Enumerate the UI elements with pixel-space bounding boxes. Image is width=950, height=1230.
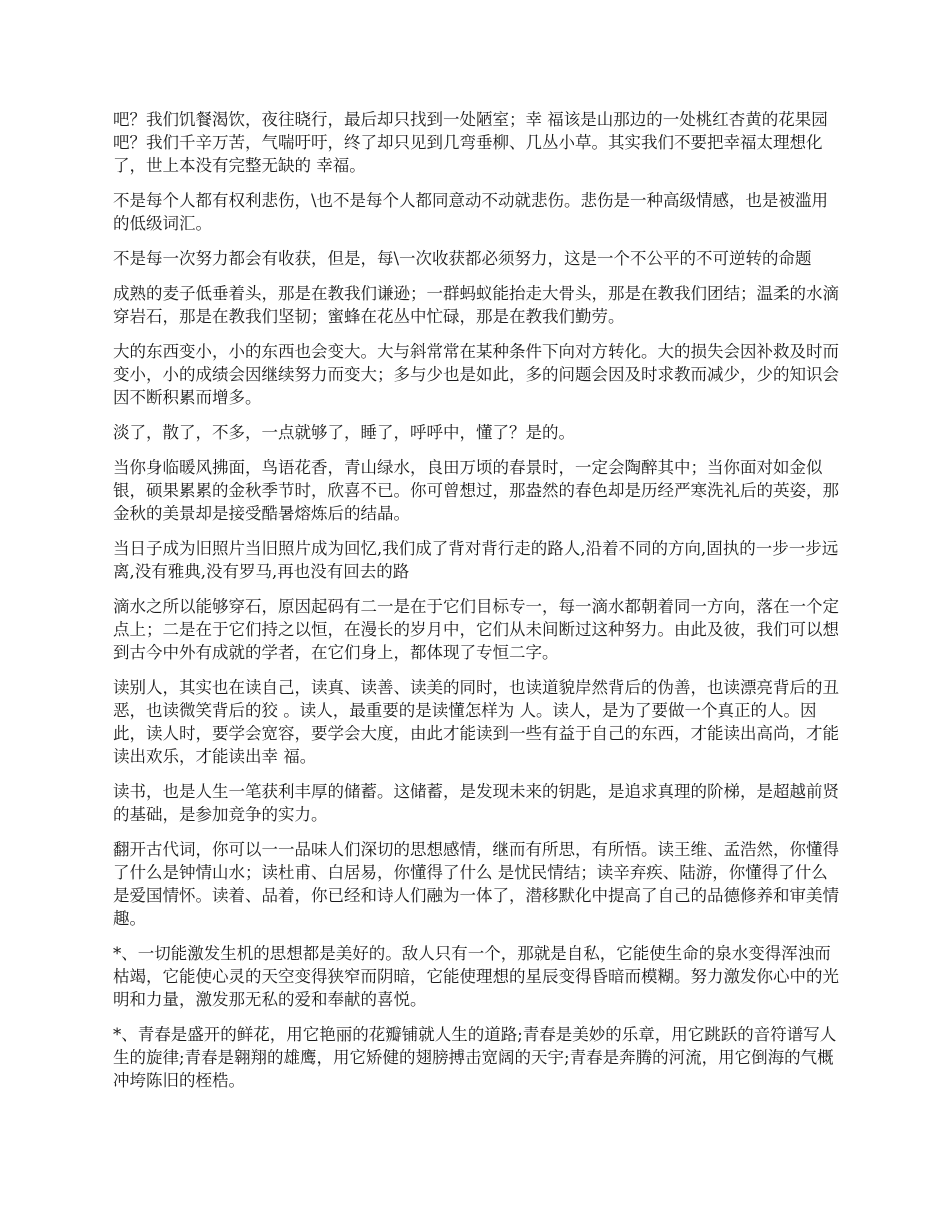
paragraph-big-small: 大的东西变小，小的东西也会变大。大与斜常常在某种条件下向对方转化。大的损失会因补救及时而变小，小的成绩会因继续努力而变大；多与少也是如此，多的问题会因及时求教而减少，少的知识会因不断积累而增多。 [113,342,839,407]
paragraph-faded: 淡了，散了，不多，一点就够了，睡了，呼呼中，懂了？是的。 [113,423,575,442]
paragraph-inspiring-thoughts: *、一切能激发生机的思想都是美好的。敌人只有一个，那就是自私，它能使生命的泉水变得浑浊而枯竭，它能使心灵的天空变得狭窄而阴暗，它能使理想的星辰变得昏暗而模糊。努力激发你心中的光明和力量，激发那无私的爱和奉献的喜悦。 [113,944,839,1009]
paragraph-dripping-water: 滴水之所以能够穿石，原因起码有二一是在于它们目标专一，每一滴水都朝着同一方向，落在一个定点上；二是在于它们持之以恒，在漫长的岁月中，它们从未间断过这种努力。由此及彼，我们可以想到古今中外有成就的学者，在它们身上，都体现了专恒二字。 [113,597,839,662]
paragraph-sadness: 不是每个人都有权利悲伤，\也不是每个人都同意动不动就悲伤。悲伤是一种高级情感，也是被滥用的低级词汇。 [113,191,829,233]
document-page [113,108,843,1104]
paragraph-nature-lessons: 成熟的麦子低垂着头，那是在教我们谦逊；一群蚂蚁能抬走大骨头，那是在教我们团结；温柔的水滴穿岩石，那是在教我们坚韧；蜜蜂在花丛中忙碌，那是在教我们勤劳。 [113,284,839,326]
paragraph-old-photos: 当日子成为旧照片当旧照片成为回忆,我们成了背对背行走的路人,沿着不同的方向,固执的一步一步远离,没有雅典,没有罗马,再也没有回去的路 [113,539,839,581]
paragraph-effort: 不是每一次努力都会有收获，但是，每\一次收获都必须努力，这是一个不公平的不可逆转的命题 [113,249,812,268]
paragraph-reading-people: 读别人，其实也在读自己，读真、读善、读美的同时，也读道貌岸然背后的伪善，也读漂亮背后的丑恶，也读微笑背后的狡 。读人，最重要的是读懂怎样为 人。读人，是为了要做一个真正的人。因此，读人时，要学会宽容，要学会大度，由此才能读到一些有益于自己的东西，才能读出高尚，才能读出欢乐，才能读出幸 福。 [113,678,839,766]
paragraph-happiness: 吧？我们饥餐渴饮，夜往晓行，最后却只找到一处陋室；幸 福该是山那边的一处桃红杏黄的花果园吧？我们千辛万苦，气喘吁吁，终了却只见到几弯垂柳、几丛小草。其实我们不要把幸福太理想化了，世上本没有完整无缺的 幸福。 [113,110,828,175]
paragraph-seasons: 当你身临暖风拂面，鸟语花香，青山绿水，良田万顷的春景时，一定会陶醉其中；当你面对如金似银，硕果累累的金秋季节时，欣喜不已。你可曾想过，那盎然的春色却是历经严寒洗礼后的英姿，那金秋的美景却是接受酷暑熔炼后的结晶。 [113,458,839,523]
paragraph-youth: *、青春是盛开的鲜花，用它艳丽的花瓣铺就人生的道路;青春是美妙的乐章，用它跳跃的音符谱写人生的旋律;青春是翱翔的雄鹰，用它矫健的翅膀搏击宽阔的天宇;青春是奔腾的河流，用它倒海的气概冲垮陈旧的桎梏。 [113,1025,837,1090]
paragraph-reading-books: 读书，也是人生一笔获利丰厚的储蓄。这储蓄，是发现未来的钥匙，是追求真理的阶梯，是超越前贤的基础，是参加竞争的实力。 [113,782,839,824]
paragraph-ancient-poetry: 翻开古代词，你可以一一品味人们深切的思想感情，继而有所思，有所悟。读王维、孟浩然，你懂得了什么是钟情山水；读杜甫、白居易，你懂得了什么 是忧民情结；读辛弃疾、陆游，你懂得了什么是爱国情怀。读着、品着，你已经和诗人们融为一体了，潜移默化中提高了自己的品德修养和审美情趣。 [113,840,839,928]
